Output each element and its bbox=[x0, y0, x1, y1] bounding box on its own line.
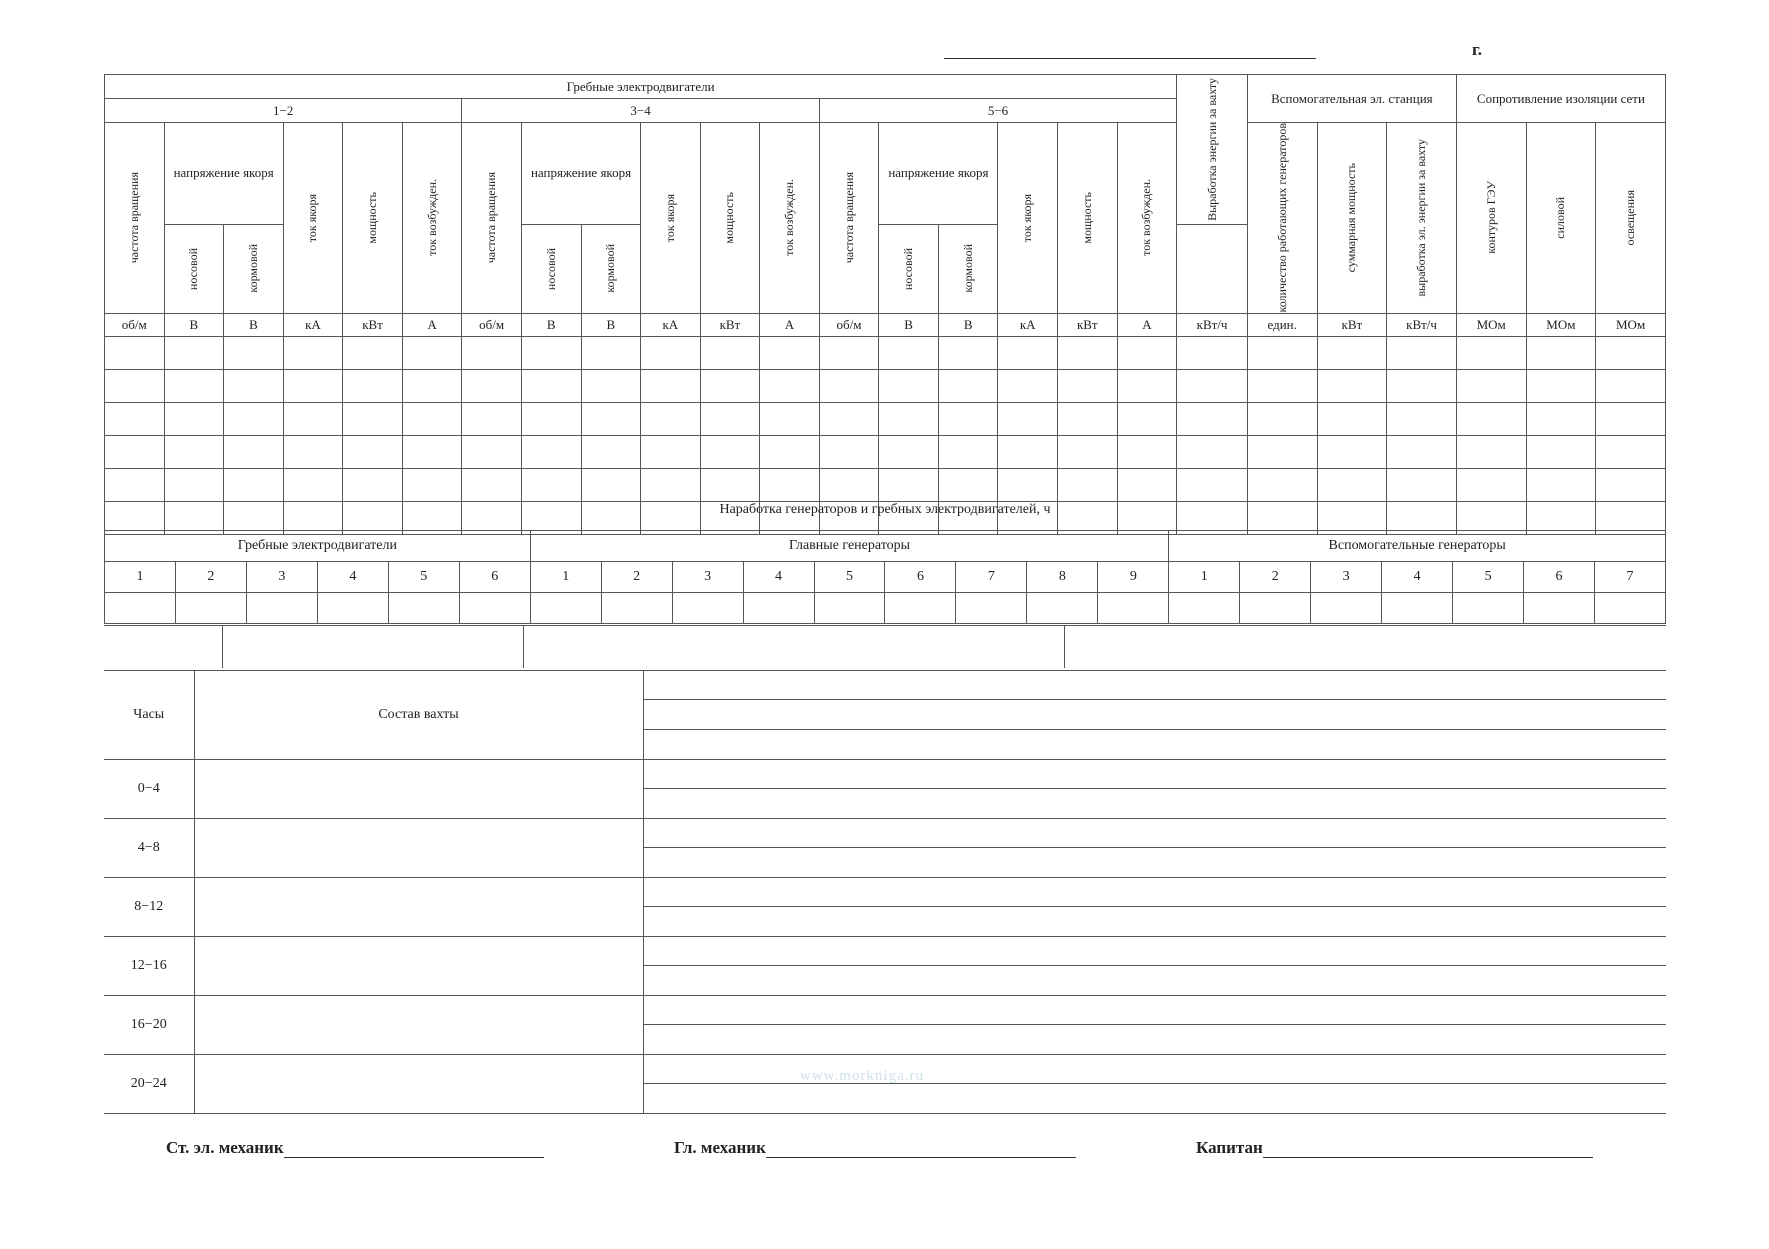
watch-period: 16−20 bbox=[104, 996, 194, 1055]
watch-crew-cell[interactable] bbox=[194, 937, 643, 996]
entry-cell[interactable] bbox=[760, 468, 820, 501]
entry-cell[interactable] bbox=[402, 468, 462, 501]
sign-chief-electrician bbox=[166, 1138, 544, 1158]
col-armature-current bbox=[641, 123, 701, 314]
hours-entry-cell[interactable] bbox=[601, 593, 672, 624]
entry-row bbox=[105, 369, 1666, 402]
col-armature-voltage: напряжение якоря bbox=[521, 123, 640, 225]
col-speed bbox=[105, 123, 165, 314]
signature-line[interactable] bbox=[1263, 1139, 1593, 1158]
watch-crew-cell[interactable] bbox=[194, 996, 643, 1055]
group-5-6: 5−6 bbox=[819, 99, 1176, 123]
col-armature-voltage: напряжение якоря bbox=[879, 123, 998, 225]
entry-cell[interactable] bbox=[1526, 468, 1596, 501]
entry-cell[interactable] bbox=[462, 402, 522, 435]
hours-col-number: 9 bbox=[1098, 562, 1169, 593]
entry-cell[interactable] bbox=[1596, 369, 1666, 402]
header-label: мощность bbox=[365, 191, 380, 244]
aux-station-title: Вспомогательная эл. станция bbox=[1247, 75, 1456, 123]
entry-cell[interactable] bbox=[462, 369, 522, 402]
col-aux-gen-count bbox=[1247, 123, 1317, 314]
hours-entry-cell[interactable] bbox=[459, 593, 530, 624]
entry-cell[interactable] bbox=[1596, 402, 1666, 435]
entry-cell[interactable] bbox=[1117, 369, 1177, 402]
watch-row bbox=[104, 937, 1666, 996]
hours-col-number: 1 bbox=[105, 562, 176, 593]
col-power bbox=[700, 123, 760, 314]
col-stern bbox=[581, 224, 641, 313]
header-label: силовой bbox=[1553, 196, 1568, 239]
entry-cell[interactable] bbox=[700, 435, 760, 468]
entry-cell[interactable] bbox=[521, 468, 581, 501]
entry-cell[interactable] bbox=[760, 369, 820, 402]
entry-cell[interactable] bbox=[343, 468, 403, 501]
header-label: ток якоря bbox=[305, 193, 320, 242]
watch-row bbox=[104, 996, 1666, 1055]
hours-col-number: 3 bbox=[1311, 562, 1382, 593]
hours-table bbox=[104, 530, 1666, 624]
entry-cell[interactable] bbox=[1526, 336, 1596, 369]
watch-period: 0−4 bbox=[104, 760, 194, 819]
entry-cell[interactable] bbox=[1177, 435, 1248, 468]
entry-cell[interactable] bbox=[819, 468, 879, 501]
entry-cell[interactable] bbox=[938, 435, 998, 468]
hours-entry-cell[interactable] bbox=[1240, 593, 1311, 624]
entry-cell[interactable] bbox=[224, 435, 284, 468]
entry-cell[interactable] bbox=[343, 435, 403, 468]
hours-entry-cell[interactable] bbox=[105, 593, 176, 624]
entry-cell[interactable] bbox=[521, 336, 581, 369]
hours-entry-cell[interactable] bbox=[956, 593, 1027, 624]
hours-col-number: 6 bbox=[885, 562, 956, 593]
entry-cell[interactable] bbox=[105, 435, 165, 468]
hours-entry-cell[interactable] bbox=[1453, 593, 1524, 624]
col-bow bbox=[164, 224, 224, 313]
entry-cell[interactable] bbox=[224, 468, 284, 501]
watch-row bbox=[104, 819, 1666, 878]
entry-cell[interactable] bbox=[581, 402, 641, 435]
readings-table bbox=[104, 74, 1666, 535]
entry-cell[interactable] bbox=[283, 468, 343, 501]
entry-cell[interactable] bbox=[1247, 468, 1317, 501]
entry-cell[interactable] bbox=[462, 435, 522, 468]
header-label: количество работающих генераторов bbox=[1274, 123, 1289, 313]
hours-entry-cell[interactable] bbox=[672, 593, 743, 624]
signature-label: Ст. эл. механик bbox=[166, 1138, 284, 1157]
entry-cell[interactable] bbox=[105, 369, 165, 402]
entry-cell[interactable] bbox=[641, 468, 701, 501]
entry-cell[interactable] bbox=[1177, 402, 1248, 435]
watch-notes-cell[interactable] bbox=[643, 878, 1666, 937]
entry-cell[interactable] bbox=[1456, 402, 1526, 435]
hours-entry-cell[interactable] bbox=[317, 593, 388, 624]
hours-entry-cell[interactable] bbox=[814, 593, 885, 624]
hours-entry-cell[interactable] bbox=[1595, 593, 1666, 624]
col-speed bbox=[819, 123, 879, 314]
header-label: ток возбужден. bbox=[1139, 179, 1154, 257]
watch-period: 4−8 bbox=[104, 819, 194, 878]
col-aux-energy bbox=[1387, 123, 1457, 314]
hours-numbers-row bbox=[105, 562, 1666, 593]
entry-cell[interactable] bbox=[819, 336, 879, 369]
hours-caption: Наработка генераторов и гребных электродвигателей, ч bbox=[719, 502, 1051, 517]
entry-cell[interactable] bbox=[283, 369, 343, 402]
entry-cell[interactable] bbox=[700, 369, 760, 402]
header-label: ток якоря bbox=[1020, 193, 1035, 242]
entry-cell[interactable] bbox=[581, 369, 641, 402]
entry-cell[interactable] bbox=[1526, 369, 1596, 402]
entry-cell[interactable] bbox=[283, 435, 343, 468]
col-ins-lighting bbox=[1596, 123, 1666, 314]
entry-cell[interactable] bbox=[1317, 468, 1387, 501]
entry-cell[interactable] bbox=[760, 402, 820, 435]
hours-entry-row bbox=[105, 593, 1666, 624]
entry-cell[interactable] bbox=[343, 402, 403, 435]
entry-cell[interactable] bbox=[402, 435, 462, 468]
header-label: кормовой bbox=[960, 244, 975, 293]
header-label: кормовой bbox=[245, 244, 260, 293]
header-label: Выработка энергии за вахту bbox=[1204, 77, 1219, 221]
entry-cell[interactable] bbox=[700, 468, 760, 501]
entry-cell[interactable] bbox=[1387, 468, 1457, 501]
hours-label: Часы bbox=[104, 671, 194, 760]
entry-cell[interactable] bbox=[998, 435, 1058, 468]
col-speed bbox=[462, 123, 522, 314]
hours-col-number: 4 bbox=[743, 562, 814, 593]
entry-cell[interactable] bbox=[521, 402, 581, 435]
entry-cell[interactable] bbox=[641, 336, 701, 369]
header-label: носовой bbox=[186, 247, 201, 290]
hours-col-number: 7 bbox=[956, 562, 1027, 593]
entry-cell[interactable] bbox=[1317, 435, 1387, 468]
entry-cell[interactable] bbox=[700, 336, 760, 369]
header-label: ток возбужден. bbox=[424, 179, 439, 257]
hours-entry-cell[interactable] bbox=[743, 593, 814, 624]
entry-cell[interactable] bbox=[700, 402, 760, 435]
hours-col-number: 7 bbox=[1595, 562, 1666, 593]
entry-cell[interactable] bbox=[1387, 336, 1457, 369]
entry-cell[interactable] bbox=[105, 402, 165, 435]
header-label: освещения bbox=[1623, 190, 1638, 246]
col-aux-total-power bbox=[1317, 123, 1387, 314]
hours-col-number: 1 bbox=[1169, 562, 1240, 593]
watch-crew-cell[interactable] bbox=[194, 878, 643, 937]
col-armature-current bbox=[283, 123, 343, 314]
entry-cell[interactable] bbox=[938, 468, 998, 501]
entry-row bbox=[105, 435, 1666, 468]
entry-cell[interactable] bbox=[224, 369, 284, 402]
hours-col-number: 4 bbox=[317, 562, 388, 593]
col-ins-circuits bbox=[1456, 123, 1526, 314]
col-bow bbox=[521, 224, 581, 313]
entry-cell[interactable] bbox=[938, 402, 998, 435]
entry-cell[interactable] bbox=[1058, 435, 1118, 468]
watch-row bbox=[104, 878, 1666, 937]
header-label: ток якоря bbox=[662, 193, 677, 242]
entry-cell[interactable] bbox=[1247, 435, 1317, 468]
hours-entry-cell[interactable] bbox=[1382, 593, 1453, 624]
entry-cell[interactable] bbox=[343, 336, 403, 369]
entry-cell[interactable] bbox=[760, 336, 820, 369]
header-label: кормовой bbox=[603, 244, 618, 293]
watch-period: 8−12 bbox=[104, 878, 194, 937]
header-label: контуров ГЭУ bbox=[1483, 181, 1498, 255]
entry-cell[interactable] bbox=[521, 369, 581, 402]
hours-entry-cell[interactable] bbox=[246, 593, 317, 624]
entry-cell[interactable] bbox=[164, 336, 224, 369]
entry-cell[interactable] bbox=[521, 435, 581, 468]
hours-group-main-gen: Главные генераторы bbox=[530, 531, 1169, 562]
watch-crew-cell[interactable] bbox=[194, 1055, 643, 1114]
entry-cell[interactable] bbox=[283, 402, 343, 435]
watch-period: 12−16 bbox=[104, 937, 194, 996]
hours-entry-cell[interactable] bbox=[175, 593, 246, 624]
entry-cell[interactable] bbox=[1317, 402, 1387, 435]
hours-entry-cell[interactable] bbox=[388, 593, 459, 624]
signature-label: Капитан bbox=[1196, 1138, 1263, 1157]
insulation-title: Сопротивление изоляции сети bbox=[1456, 75, 1665, 123]
entry-cell[interactable] bbox=[1456, 468, 1526, 501]
header-label: мощность bbox=[722, 191, 737, 244]
entry-row bbox=[105, 336, 1666, 369]
hours-entry-cell[interactable] bbox=[1169, 593, 1240, 624]
date-suffix: г. bbox=[1472, 40, 1483, 59]
hours-col-number: 2 bbox=[1240, 562, 1311, 593]
entry-cell[interactable] bbox=[938, 369, 998, 402]
col-armature-voltage: напряжение якоря bbox=[164, 123, 283, 225]
entry-cell[interactable] bbox=[164, 435, 224, 468]
watermark: www.morkniga.ru bbox=[800, 1068, 925, 1084]
entry-cell[interactable] bbox=[1596, 336, 1666, 369]
entry-cell[interactable] bbox=[1058, 402, 1118, 435]
entry-cell[interactable] bbox=[164, 468, 224, 501]
entry-cell[interactable] bbox=[1177, 468, 1248, 501]
entry-row bbox=[105, 468, 1666, 501]
entry-cell[interactable] bbox=[581, 435, 641, 468]
col-armature-current bbox=[998, 123, 1058, 314]
entry-row bbox=[105, 402, 1666, 435]
hours-col-number: 8 bbox=[1027, 562, 1098, 593]
entry-cell[interactable] bbox=[224, 336, 284, 369]
entry-cell[interactable] bbox=[1117, 468, 1177, 501]
col-excitation bbox=[760, 123, 820, 314]
hours-col-number: 6 bbox=[459, 562, 530, 593]
entry-cell[interactable] bbox=[1456, 435, 1526, 468]
sign-captain bbox=[1196, 1138, 1593, 1158]
signature-label: Гл. механик bbox=[674, 1138, 766, 1157]
entry-cell[interactable] bbox=[1058, 336, 1118, 369]
hours-col-number: 2 bbox=[175, 562, 246, 593]
entry-cell[interactable] bbox=[1317, 369, 1387, 402]
entry-cell[interactable] bbox=[641, 369, 701, 402]
watch-crew-cell[interactable] bbox=[194, 819, 643, 878]
entry-cell[interactable] bbox=[462, 336, 522, 369]
group-3-4: 3−4 bbox=[462, 99, 819, 123]
watch-table bbox=[104, 670, 1666, 1114]
hours-col-number: 3 bbox=[672, 562, 743, 593]
hours-entry-cell[interactable] bbox=[885, 593, 956, 624]
entry-cell[interactable] bbox=[641, 435, 701, 468]
entry-cell[interactable] bbox=[879, 336, 939, 369]
hours-col-number: 4 bbox=[1382, 562, 1453, 593]
entry-cell[interactable] bbox=[1317, 336, 1387, 369]
entry-cell[interactable] bbox=[1456, 336, 1526, 369]
entry-cell[interactable] bbox=[1058, 369, 1118, 402]
sign-chief-engineer bbox=[674, 1138, 1076, 1158]
entry-cell[interactable] bbox=[224, 402, 284, 435]
entry-cell[interactable] bbox=[819, 369, 879, 402]
header-label: частота вращения bbox=[484, 172, 499, 264]
header-label: носовой bbox=[901, 247, 916, 290]
entry-cell[interactable] bbox=[1247, 336, 1317, 369]
hours-group-propulsion: Гребные электродвигатели bbox=[105, 531, 531, 562]
col-ins-power bbox=[1526, 123, 1596, 314]
entry-cell[interactable] bbox=[879, 369, 939, 402]
entry-cell[interactable] bbox=[879, 402, 939, 435]
entry-cell[interactable] bbox=[819, 435, 879, 468]
hours-col-number: 2 bbox=[601, 562, 672, 593]
entry-cell[interactable] bbox=[283, 336, 343, 369]
date-line bbox=[944, 26, 1316, 59]
hours-col-number: 3 bbox=[246, 562, 317, 593]
header-label: ток возбужден. bbox=[781, 179, 796, 257]
entry-cell[interactable] bbox=[1387, 402, 1457, 435]
entry-cell[interactable] bbox=[402, 369, 462, 402]
energy-watch-header bbox=[1177, 75, 1248, 225]
col-bow bbox=[879, 224, 939, 313]
entry-cell[interactable] bbox=[343, 369, 403, 402]
entry-cell[interactable] bbox=[1387, 435, 1457, 468]
watch-notes-cell[interactable] bbox=[643, 996, 1666, 1055]
col-power bbox=[1058, 123, 1118, 314]
entry-cell[interactable] bbox=[164, 369, 224, 402]
col-stern bbox=[224, 224, 284, 313]
divider-strip bbox=[104, 625, 1666, 668]
hours-entry-cell[interactable] bbox=[1027, 593, 1098, 624]
entry-cell[interactable] bbox=[1117, 336, 1177, 369]
entry-cell[interactable] bbox=[1247, 402, 1317, 435]
header-label: мощность bbox=[1079, 191, 1094, 244]
entry-cell[interactable] bbox=[998, 468, 1058, 501]
entry-cell[interactable] bbox=[1117, 402, 1177, 435]
hours-col-number: 5 bbox=[1453, 562, 1524, 593]
entry-cell[interactable] bbox=[105, 468, 165, 501]
entry-cell[interactable] bbox=[938, 336, 998, 369]
entry-cell[interactable] bbox=[1596, 468, 1666, 501]
watch-notes-cell[interactable] bbox=[643, 760, 1666, 819]
watch-crew-cell[interactable] bbox=[194, 760, 643, 819]
entry-cell[interactable] bbox=[1387, 369, 1457, 402]
entry-cell[interactable] bbox=[402, 336, 462, 369]
watch-notes-cell[interactable] bbox=[643, 819, 1666, 878]
entry-cell[interactable] bbox=[164, 402, 224, 435]
crew-label: Состав вахты bbox=[194, 671, 643, 760]
entry-cell[interactable] bbox=[1596, 435, 1666, 468]
watch-notes-cell[interactable] bbox=[643, 1055, 1666, 1114]
hours-col-number: 6 bbox=[1524, 562, 1595, 593]
notes-lines bbox=[643, 671, 1666, 760]
entry-cell[interactable] bbox=[1058, 468, 1118, 501]
entry-cell[interactable] bbox=[1247, 369, 1317, 402]
entry-cell[interactable] bbox=[998, 336, 1058, 369]
signature-line[interactable] bbox=[284, 1139, 544, 1158]
hours-col-number: 1 bbox=[530, 562, 601, 593]
hours-entry-cell[interactable] bbox=[1311, 593, 1382, 624]
watch-row bbox=[104, 760, 1666, 819]
group-1-2: 1−2 bbox=[105, 99, 462, 123]
entry-cell[interactable] bbox=[1177, 336, 1248, 369]
units-row: об/м В В кА кВт А об/м В В кА кВт А об/м В В кА кВт А кВт/ч един. кВт кВт/ч МОм МОм МОм bbox=[105, 313, 1666, 336]
hours-group-aux-gen: Вспомогательные генераторы bbox=[1169, 531, 1666, 562]
hours-col-number: 5 bbox=[388, 562, 459, 593]
hours-col-number: 5 bbox=[814, 562, 885, 593]
watch-notes-cell[interactable] bbox=[643, 937, 1666, 996]
entry-cell[interactable] bbox=[879, 468, 939, 501]
hours-entry-cell[interactable] bbox=[1098, 593, 1169, 624]
entry-cell[interactable] bbox=[581, 336, 641, 369]
entry-cell[interactable] bbox=[402, 402, 462, 435]
entry-cell[interactable] bbox=[1526, 435, 1596, 468]
entry-cell[interactable] bbox=[998, 402, 1058, 435]
entry-cell[interactable] bbox=[998, 369, 1058, 402]
entry-cell[interactable] bbox=[641, 402, 701, 435]
col-excitation bbox=[1117, 123, 1177, 314]
header-label: частота вращения bbox=[126, 172, 141, 264]
entry-cell[interactable] bbox=[1456, 369, 1526, 402]
col-power bbox=[343, 123, 403, 314]
watch-period: 20−24 bbox=[104, 1055, 194, 1114]
hours-entry-cell[interactable] bbox=[530, 593, 601, 624]
propulsion-title: Гребные электродвигатели bbox=[105, 75, 1177, 99]
signature-line[interactable] bbox=[766, 1139, 1076, 1158]
header-label: суммарная мощность bbox=[1344, 163, 1359, 273]
entry-cell[interactable] bbox=[819, 402, 879, 435]
header-label: выработка эл. энергии за вахту bbox=[1414, 139, 1429, 297]
entry-cell[interactable] bbox=[760, 435, 820, 468]
entry-cell[interactable] bbox=[1177, 369, 1248, 402]
entry-cell[interactable] bbox=[462, 468, 522, 501]
header-label: частота вращения bbox=[841, 172, 856, 264]
col-excitation bbox=[402, 123, 462, 314]
col-stern bbox=[938, 224, 998, 313]
entry-cell[interactable] bbox=[105, 336, 165, 369]
entry-cell[interactable] bbox=[581, 468, 641, 501]
entry-cell[interactable] bbox=[1117, 435, 1177, 468]
header-label: носовой bbox=[543, 247, 558, 290]
entry-cell[interactable] bbox=[1526, 402, 1596, 435]
hours-entry-cell[interactable] bbox=[1524, 593, 1595, 624]
entry-cell[interactable] bbox=[879, 435, 939, 468]
